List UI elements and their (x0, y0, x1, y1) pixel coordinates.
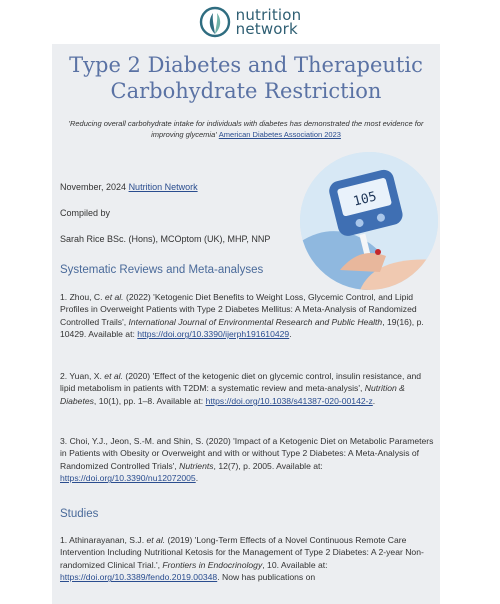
ref-journal: Nutrients (179, 460, 214, 471)
glucose-meter-illustration (300, 152, 438, 290)
ref-journal: Nutrition & Diabetes (60, 383, 405, 406)
ref-etal: et al. (146, 535, 166, 545)
quote-source-link[interactable]: American Diabetes Association 2023 (218, 130, 341, 139)
ref-doi-link[interactable]: https://doi.org/10.3390/nu12072005 (60, 473, 196, 484)
ref-text: (2020) 'Impact of a Ketogenic Diet on Metabolic Parameters in Patients with Obesity or Overweight and with or without Type 2 Diabetes: A Meta-Analysis of Randomized Controlled Trials', (60, 436, 434, 471)
ref-journal: International Journal of Environmental Research and Public Health (128, 316, 383, 327)
ref-doi-link[interactable]: https://doi.org/10.3390/ijerph191610429 (137, 329, 290, 340)
ref-number: 2. (60, 371, 68, 381)
site-header (0, 0, 500, 44)
logo-line-2: network (235, 20, 298, 38)
reference-item (60, 291, 438, 341)
page-title: Type 2 Diabetes and Therapeutic Carbohydrate Restriction (69, 53, 423, 103)
ref-text: (2019) 'Long-Term Effects of a Novel Continuous Remote Care Intervention Including Nutritional Ketosis for the Management of Type 2 Diabetes: A 2-year Non-randomized Clinical Trial.', (60, 535, 424, 570)
leaf-logo-icon (199, 6, 231, 38)
quote-block (60, 118, 432, 140)
ref-authors: Zhou, C. (69, 292, 103, 302)
ref-authors: Choi, Y.J., Jeon, S.-M. and Shin, S. (69, 436, 204, 446)
ref-etal: et al. (104, 292, 124, 302)
ref-tail: , 12(7), p. 2005. Available at: (213, 460, 323, 471)
glucose-meter-photo (300, 152, 438, 290)
date-line (60, 182, 198, 192)
logo-line-1: nutrition (235, 6, 302, 24)
reference-item (60, 435, 438, 485)
ref-text: (2022) 'Ketogenic Diet Benefits to Weight Loss, Glycemic Control, and Lipid Profiles in Overweight Patients with Type 2 Diabetes Mellitus: A Meta-Analysis of Randomized Controlled Trails', (60, 292, 417, 327)
compiled-by-label: Compiled by (60, 208, 111, 218)
nutrition-network-logo[interactable] (199, 6, 302, 38)
reference-item (60, 534, 438, 584)
ref-number: 3. (60, 436, 68, 446)
publication-date: November, 2024 (60, 182, 127, 192)
ref-end: . (195, 473, 199, 484)
section-heading-systematic: Systematic Reviews and Meta-analyses (60, 264, 264, 276)
ref-number: 1. (60, 292, 68, 302)
quote-text: 'Reducing overall carbohydrate intake for individuals with diabetes has demonstrated the most evidence for improving glycemia' (68, 119, 424, 139)
author-name: Sarah Rice BSc. (Hons), MCOptom (UK), MHP, NNP (60, 234, 271, 244)
ref-authors: Yuan, X. (69, 371, 102, 381)
nutrition-network-link[interactable]: Nutrition Network (128, 182, 198, 192)
ref-doi-link[interactable]: https://doi.org/10.1038/s41387-020-00142-z (205, 395, 373, 406)
ref-text: (2020) 'Effect of the ketogenic diet on glycemic control, insulin resistance, and lipid metabolism in patients with T2DM: a systematic review and meta-analysis', (60, 371, 422, 394)
logo-wordmark (236, 8, 302, 36)
ref-end: . (289, 329, 292, 340)
ref-tail: , 10(1), pp. 1–8. Available at: (93, 395, 204, 406)
ref-doi-link[interactable]: https://doi.org/10.3389/fendo.2019.00348 (60, 572, 218, 583)
ref-etal: et al. (104, 371, 123, 381)
ref-tail: , 19(16), p. 10429. Available at: (60, 316, 424, 340)
ref-end: . Now has publications on (217, 572, 316, 583)
meter-reading: 105 (351, 189, 379, 210)
section-heading-studies: Studies (60, 508, 99, 520)
ref-number: 1. (60, 535, 68, 545)
ref-end: . (372, 395, 376, 406)
ref-journal: Frontiers in Endocrinology (162, 559, 263, 570)
ref-authors: Athinarayanan, S.J. (69, 535, 145, 545)
reference-item (60, 370, 438, 407)
ref-tail: , 10. Available at: (262, 559, 328, 570)
document-page (52, 44, 440, 604)
